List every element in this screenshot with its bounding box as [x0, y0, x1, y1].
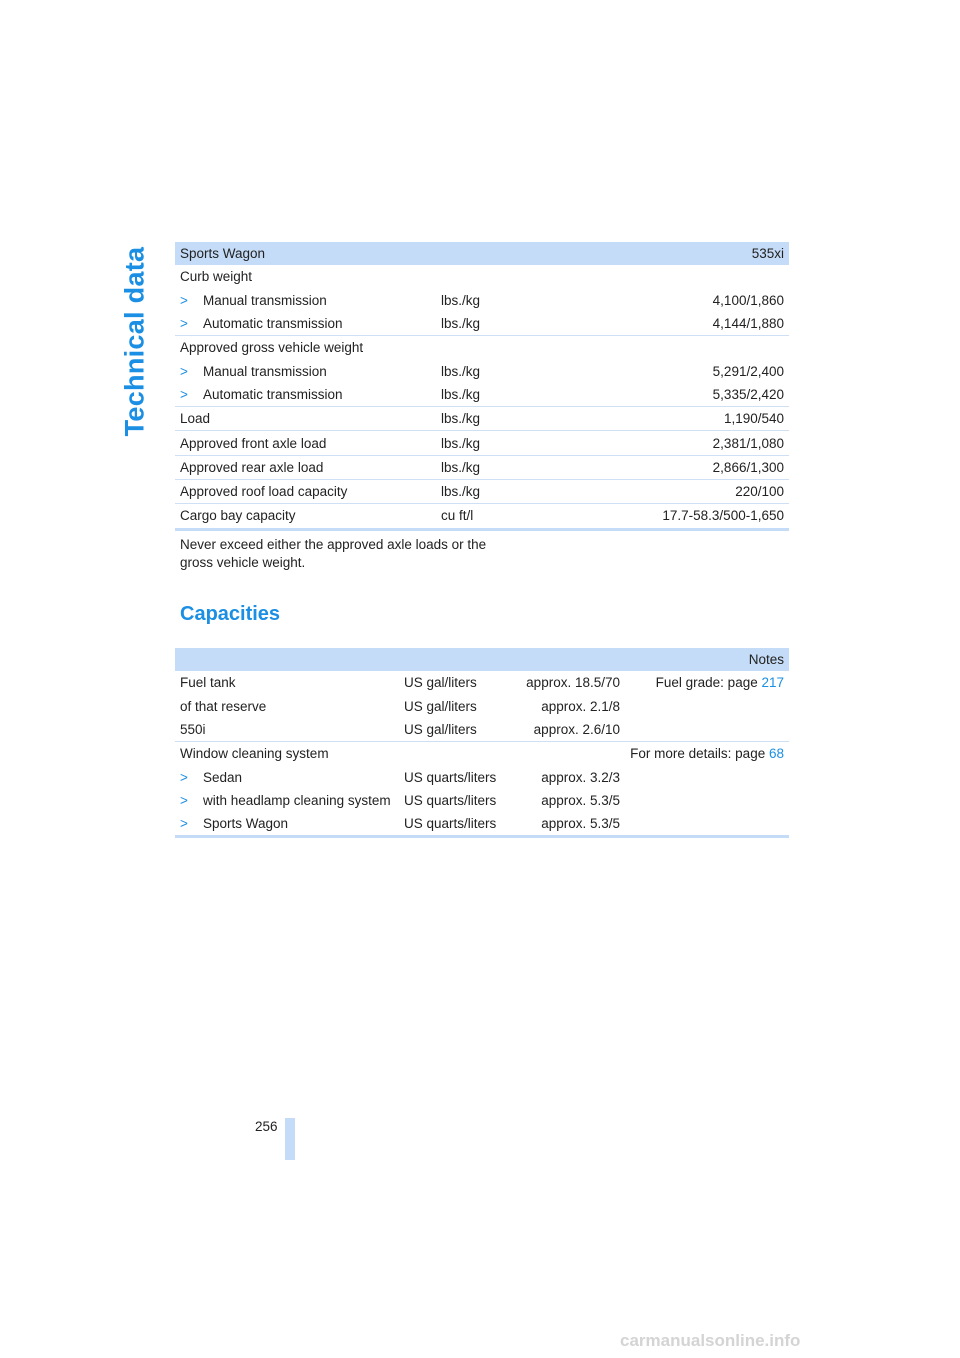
row-label: Manual transmission [203, 292, 327, 308]
row-value [546, 265, 789, 288]
section-side-title [117, 236, 153, 446]
row-label: Sports Wagon [203, 816, 289, 832]
row-value: 1,190/540 [546, 407, 789, 431]
row-label: 550i [180, 722, 206, 738]
row-note [625, 695, 789, 718]
table-row [175, 336, 789, 360]
table-row [175, 265, 789, 288]
row-unit: US quarts/liters [399, 812, 511, 837]
row-note-text: Fuel grade: page [655, 675, 762, 691]
row-unit: lbs./kg [436, 455, 546, 479]
row-unit: cu ft/l [436, 504, 546, 529]
table-row [175, 671, 789, 694]
row-unit [399, 742, 511, 766]
table-row [175, 407, 789, 431]
bullet-icon: > [180, 769, 188, 785]
row-label: Automatic transmission [203, 316, 343, 332]
row-value: 5,291/2,400 [712, 363, 784, 379]
row-label: Approved roof load capacity [175, 479, 436, 503]
row-unit: lbs./kg [441, 386, 481, 402]
row-unit: lbs./kg [441, 316, 481, 332]
table-row [175, 742, 789, 766]
row-unit: lbs./kg [441, 363, 481, 379]
row-label: Automatic transmission [203, 386, 343, 402]
page-marker-bar [285, 1118, 295, 1160]
row-value: approx. 5.3/5 [541, 792, 620, 808]
table-row [175, 359, 789, 382]
bullet-icon: > [180, 363, 188, 379]
row-label: Window cleaning system [175, 742, 399, 766]
row-unit: lbs./kg [436, 407, 546, 431]
row-label: Sedan [203, 769, 243, 785]
row-value: approx. 2.6/10 [533, 722, 620, 738]
row-note [625, 742, 789, 766]
table-row [175, 383, 789, 407]
row-value: approx. 5.3/5 [511, 812, 625, 837]
row-value: 220/100 [546, 479, 789, 503]
row-value: 2,866/1,300 [546, 455, 789, 479]
bullet-icon: > [180, 316, 188, 332]
page-number: 256 [255, 1119, 278, 1134]
table-row [175, 789, 789, 812]
row-label: Approved rear axle load [175, 455, 436, 479]
row-unit [436, 265, 546, 288]
row-label: Approved gross vehicle weight [175, 336, 436, 360]
row-note [625, 718, 789, 742]
row-label: with headlamp cleaning system [203, 792, 391, 808]
row-value: approx. 3.2/3 [541, 769, 620, 785]
page-link[interactable]: 68 [768, 746, 784, 762]
table-header-label: Sports Wagon [175, 242, 546, 265]
bullet-icon: > [180, 792, 188, 808]
row-note [625, 671, 789, 694]
table-row [175, 455, 789, 479]
table-row [175, 289, 789, 312]
table-row [175, 695, 789, 718]
section-side-title-text: Technical data [119, 246, 150, 436]
axle-load-note: Never exceed either the approved axle loads or the gross vehicle weight. [180, 537, 487, 570]
row-unit: lbs./kg [441, 292, 481, 308]
table-row [175, 812, 789, 837]
row-unit: US quarts/liters [404, 792, 497, 808]
table-header-row [175, 242, 789, 265]
row-note [625, 789, 789, 812]
row-unit: lbs./kg [436, 431, 546, 455]
row-value: 5,335/2,420 [712, 386, 784, 402]
bullet-icon: > [180, 816, 188, 832]
row-label: Fuel tank [180, 675, 236, 691]
table-row [175, 479, 789, 503]
row-note [625, 765, 789, 788]
row-value: 4,144/1,880 [712, 316, 784, 332]
row-unit: US gal/liters [404, 722, 477, 738]
row-unit: lbs./kg [436, 479, 546, 503]
row-label: Curb weight [180, 269, 253, 285]
row-value [546, 336, 789, 360]
weights-table [175, 242, 789, 531]
row-unit: US quarts/liters [404, 769, 497, 785]
row-label: Load [175, 407, 436, 431]
table-row [175, 504, 789, 529]
row-value: approx. 18.5/70 [526, 675, 620, 691]
row-unit: US gal/liters [404, 698, 477, 714]
table-row [175, 431, 789, 455]
table-header-row [175, 648, 789, 671]
capacities-heading: Capacities [180, 603, 281, 625]
watermark: carmanualsonline.info [620, 1331, 801, 1350]
bullet-icon: > [180, 386, 188, 402]
row-label: Cargo bay capacity [175, 504, 436, 529]
row-value: 4,100/1,860 [712, 292, 784, 308]
row-unit [436, 336, 546, 360]
row-note [625, 812, 789, 837]
capacities-table [175, 648, 789, 838]
row-label: Approved front axle load [175, 431, 436, 455]
row-unit: US gal/liters [404, 675, 477, 691]
table-row [175, 312, 789, 336]
page-link[interactable]: 217 [761, 675, 784, 691]
bullet-icon: > [180, 292, 188, 308]
table-row [175, 765, 789, 788]
row-label: Manual transmission [203, 363, 327, 379]
table-row [175, 718, 789, 742]
row-value [511, 742, 625, 766]
row-note-text: For more details: page [630, 746, 769, 762]
row-value: approx. 2.1/8 [541, 698, 620, 714]
row-value: 17.7-58.3/500-1,650 [546, 504, 789, 529]
table-header-model: 535xi [546, 242, 789, 265]
row-value: 2,381/1,080 [546, 431, 789, 455]
row-label: of that reserve [180, 698, 267, 714]
table-header-notes: Notes [625, 648, 789, 671]
